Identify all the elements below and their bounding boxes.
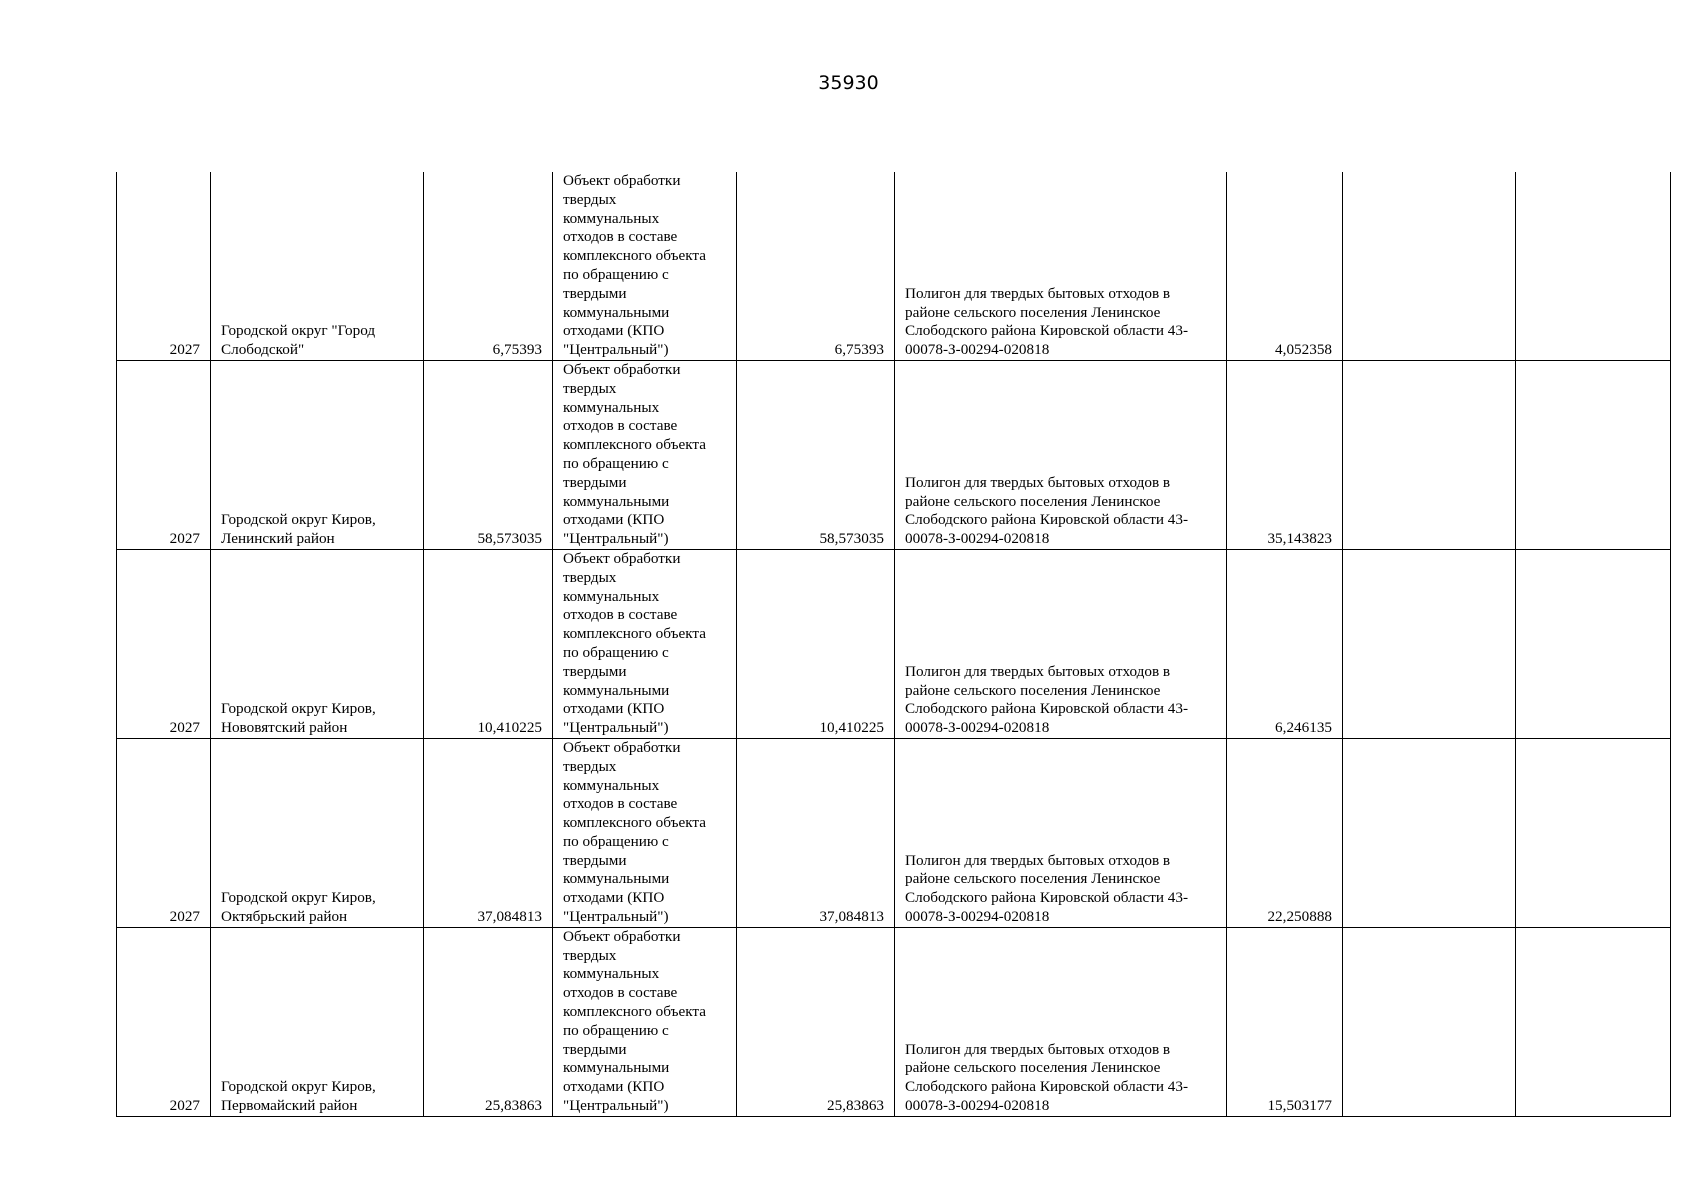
- municipality-cell: Городской округ Киров, Первомайский район: [211, 927, 424, 1116]
- municipality-cell: Городской округ Киров, Ленинский район: [211, 360, 424, 549]
- processing-object-cell: Объект обработки твердых коммунальных отходов в составе комплексного объекта по обращению с твердыми коммунальными отходами (КПО "Центральный"): [553, 927, 737, 1116]
- empty-cell-8: [1343, 927, 1516, 1116]
- table-row: [117, 360, 1671, 549]
- empty-cell-8: [1343, 172, 1516, 360]
- table-row: [117, 172, 1671, 360]
- table-row: [117, 549, 1671, 738]
- table-row: [117, 927, 1671, 1116]
- amount2-cell: 6,75393: [737, 172, 895, 360]
- municipality-cell: Городской округ "Город Слободской": [211, 172, 424, 360]
- waste-flow-table: [116, 172, 1671, 1117]
- amount1-cell: 58,573035: [424, 360, 553, 549]
- amount2-cell: 25,83863: [737, 927, 895, 1116]
- table-row: [117, 738, 1671, 927]
- empty-cell-9: [1516, 360, 1671, 549]
- amount2-cell: 37,084813: [737, 738, 895, 927]
- empty-cell-9: [1516, 738, 1671, 927]
- empty-cell-8: [1343, 738, 1516, 927]
- landfill-cell: Полигон для твердых бытовых отходов в районе сельского поселения Ленинское Слободского района Кировской области 43-00078-З-00294-020818: [895, 172, 1227, 360]
- amount3-cell: 22,250888: [1227, 738, 1343, 927]
- processing-object-cell: Объект обработки твердых коммунальных отходов в составе комплексного объекта по обращению с твердыми коммунальными отходами (КПО "Центральный"): [553, 738, 737, 927]
- processing-object-cell: Объект обработки твердых коммунальных отходов в составе комплексного объекта по обращению с твердыми коммунальными отходами (КПО "Центральный"): [553, 360, 737, 549]
- municipality-cell: Городской округ Киров, Нововятский район: [211, 549, 424, 738]
- amount1-cell: 10,410225: [424, 549, 553, 738]
- table-body: [117, 172, 1671, 1116]
- amount3-cell: 15,503177: [1227, 927, 1343, 1116]
- landfill-cell: Полигон для твердых бытовых отходов в районе сельского поселения Ленинское Слободского района Кировской области 43-00078-З-00294-020818: [895, 360, 1227, 549]
- empty-cell-9: [1516, 927, 1671, 1116]
- empty-cell-9: [1516, 172, 1671, 360]
- empty-cell-8: [1343, 360, 1516, 549]
- amount2-cell: 10,410225: [737, 549, 895, 738]
- year-cell: 2027: [117, 172, 211, 360]
- amount3-cell: 4,052358: [1227, 172, 1343, 360]
- municipality-cell: Городской округ Киров, Октябрьский район: [211, 738, 424, 927]
- landfill-cell: Полигон для твердых бытовых отходов в районе сельского поселения Ленинское Слободского района Кировской области 43-00078-З-00294-020818: [895, 927, 1227, 1116]
- processing-object-cell: Объект обработки твердых коммунальных отходов в составе комплексного объекта по обращению с твердыми коммунальными отходами (КПО "Центральный"): [553, 549, 737, 738]
- amount1-cell: 25,83863: [424, 927, 553, 1116]
- amount3-cell: 35,143823: [1227, 360, 1343, 549]
- amount1-cell: 37,084813: [424, 738, 553, 927]
- year-cell: 2027: [117, 549, 211, 738]
- amount2-cell: 58,573035: [737, 360, 895, 549]
- year-cell: 2027: [117, 927, 211, 1116]
- amount3-cell: 6,246135: [1227, 549, 1343, 738]
- empty-cell-8: [1343, 549, 1516, 738]
- page-number: 35930: [818, 72, 879, 94]
- processing-object-cell: Объект обработки твердых коммунальных отходов в составе комплексного объекта по обращению с твердыми коммунальными отходами (КПО "Центральный"): [553, 172, 737, 360]
- landfill-cell: Полигон для твердых бытовых отходов в районе сельского поселения Ленинское Слободского района Кировской области 43-00078-З-00294-020818: [895, 738, 1227, 927]
- year-cell: 2027: [117, 738, 211, 927]
- empty-cell-9: [1516, 549, 1671, 738]
- year-cell: 2027: [117, 360, 211, 549]
- amount1-cell: 6,75393: [424, 172, 553, 360]
- landfill-cell: Полигон для твердых бытовых отходов в районе сельского поселения Ленинское Слободского района Кировской области 43-00078-З-00294-020818: [895, 549, 1227, 738]
